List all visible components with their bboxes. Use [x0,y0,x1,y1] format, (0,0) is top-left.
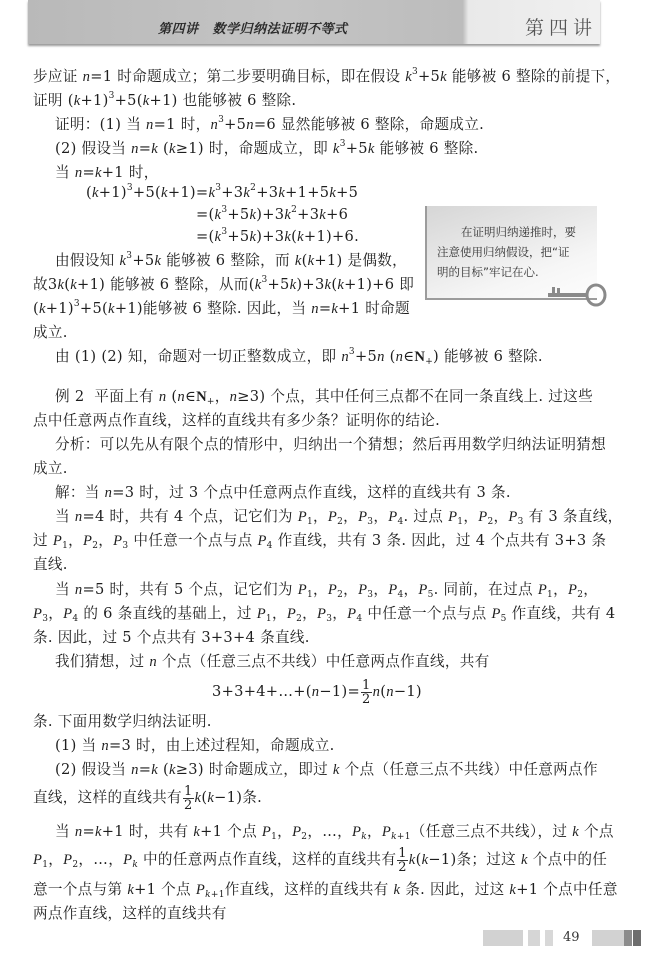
text-line: 直线，这样的直线共有 $\frac{1}{2}$ k(k−1)条. [33,783,263,813]
text-line: 过 $P_1$，$P_2$，$P_3$ 中任意一个点与点 $P_4$ 作直线，共有 3 条. 因此，过 4 个点共有 3+3 条 [33,532,607,551]
induction-step-2: (2) 假设当 n=k (k≥3) 时命题成立，即过 k 个点（任意三点不共线）中任意两点作 [55,761,598,778]
text-line: 由假设知 $k^3+5k$ 能够被 6 整除，而 k(k+1) 是偶数， [55,251,408,269]
text-line: 直线. [33,556,68,573]
chapter-tab: 第四讲 [525,17,598,39]
footer-decoration-right [592,930,650,946]
text-line: 当 n=4 时，共有 4 个点，记它们为 $P_1$，$P_2$，$P_3$，$P_4$. 过点 $P_1$，$P_2$，$P_3$ 有 3 条直线， [55,508,623,527]
page-number: 49 [563,930,580,945]
text-line: 成立. [33,460,68,477]
footer-decoration-left [483,930,553,946]
example-2-heading: 例 2 平面上有 n ($n\in N_+$，n≥3) 个点，其中任何三点都不在同一条直线上. 过这些 [55,388,593,407]
text-line: $P_1$，$P_2$，…，$P_k$ 中的任意两点作直线，这样的直线共有 $\frac{1}{2}$ k(k−1)条；过这 k 个点中的任 [33,845,608,875]
text-line: 条. 下面用数学归纳法证明. [33,713,212,730]
text-line: 条. 因此，过 5 个点共有 3+3+4 条直线. [33,629,310,646]
text-line: 故3k(k+1) 能够被 6 整除，从而$(k^3+5k)+3k(k+1)+6$ 即 [33,275,415,293]
running-title-lecture: 第四讲 [158,22,199,37]
text-line: 两点作直线，这样的直线共有 [33,905,227,922]
text-line: 意一个点与第 k+1 个点 $P_{k+1}$作直线，这样的直线共有 k 条. 因此，过这 k+1 个点中任意 [33,881,618,900]
conjecture-formula: 3+3+4+…+(n−1)= $\frac{1}{2}$ n(n−1) [212,677,422,707]
text-line: 点中任意两点作直线，这样的直线共有多少条？证明你的结论. [33,412,441,429]
text-line: 当 n=k+1 时， [55,164,159,181]
equation-line-3: $=(k^3+5k)+3k(k+1)+6$. [196,227,360,245]
proof-step-1: 证明：(1) 当 n=1 时，$n^3+5n=6$ 显然能够被 6 整除，命题成立. [55,115,485,133]
analysis-line: 分析：可以先从有限个点的情形中，归纳出一个猜想；然后再用数学归纳法证明猜想 [55,436,607,453]
proof-step-2: (2) 假设当 n=k (k≥1) 时，命题成立，即 $k^3+5k$ 能够被 6 整除. [55,139,479,157]
text-line: $(k+1)^3+5(k+1)$能够被 6 整除. 因此，当 n=k+1 时命题 [33,299,410,317]
text-line: $P_3$，$P_4$ 的 6 条直线的基础上，过 $P_1$，$P_2$，$P_3$，$P_4$ 中任意一个点与点 $P_5$ 作直线，共有 4 [33,605,616,624]
running-title [158,18,348,37]
solution-line: 解：当 n=3 时，过 3 个点中任意两点作直线，这样的直线共有 3 条. [55,484,511,501]
text-line: 成立. [33,324,68,341]
key-icon [548,283,608,307]
running-title-topic: 数学归纳法证明不等式 [212,22,348,37]
conclusion-line: 由 (1) (2) 知，命题对一切正整数成立，即 $n^3+5n$ $(n\in N_+)$ 能够被 6 整除. [55,347,543,367]
sidenote-text: 在证明归纳递推时，要 注意使用归纳假设，把“证 明的目标”牢记在心. [437,225,576,279]
conjecture-line: 我们猜想，过 n 个点（任意三点不共线）中任意两点作直线，共有 [55,653,490,670]
text-line: 当 n=k+1 时，共有 k+1 个点 $P_1$，$P_2$，…，$P_k$，$P_{k+1}$（任意三点不共线），过 k 个点 [55,823,614,842]
text-line: 当 n=5 时，共有 5 个点，记它们为 $P_1$，$P_2$，$P_3$，$P_4$，$P_5$. 同前，在过点 $P_1$，$P_2$， [55,581,599,600]
induction-step-1: (1) 当 n=3 时，由上述过程知，命题成立. [55,737,335,754]
text-line: 证明 $(k+1)^3+5(k+1)$ 也能够被 6 整除. [33,91,297,109]
text-line: 步应证 n=1 时命题成立；第二步要明确目标，即在假设 $k^3+5k$ 能够被 6 整除的前提下， [33,67,621,85]
equation-line-1: $(k+1)^3+5(k+1)=k^3+3k^2+3k+1+5k+5$ [86,183,359,201]
running-header [28,0,600,44]
equation-line-2: $=(k^3+5k)+3k^2+3k+6$ [196,205,349,223]
